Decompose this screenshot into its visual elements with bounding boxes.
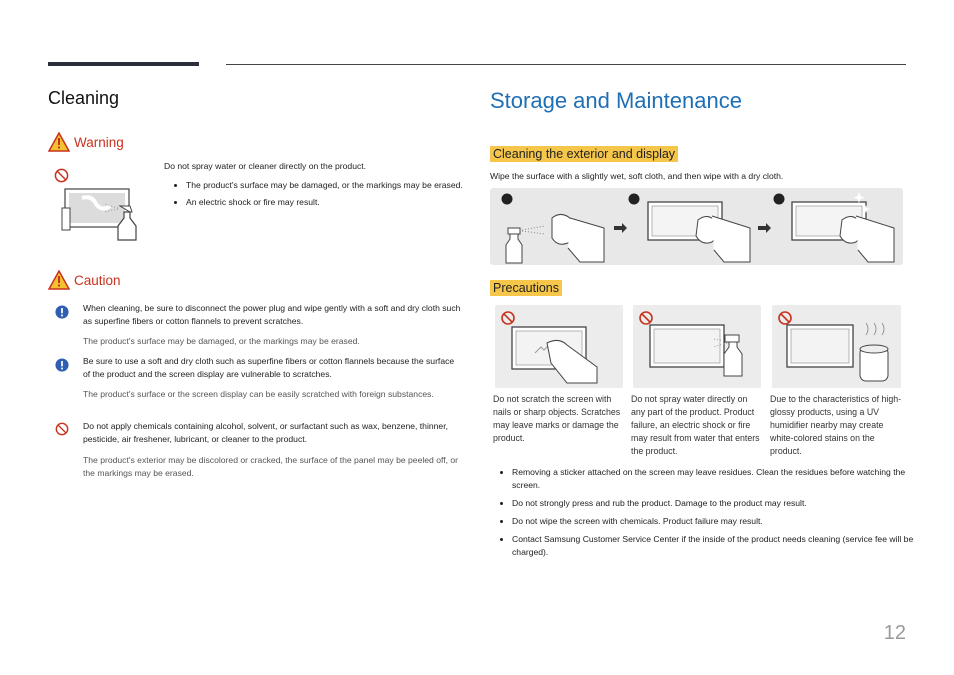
warning-bullets xyxy=(164,179,478,213)
caution-note: The product's surface or the screen display can be easily scratched with foreign substances. xyxy=(83,389,434,399)
list-item: • Do not wipe the screen with chemicals. Product failure may result. xyxy=(512,515,926,528)
precaution-card-text: Due to the characteristics of high-glossy products, using a UV humidifier nearby may create white-colored stains on the product. xyxy=(770,394,902,456)
prohibited-icon xyxy=(54,168,69,183)
humidifier-illustration xyxy=(772,305,901,388)
precautions-heading xyxy=(490,279,562,297)
caution-note: The product's exterior may be discolored or cracked, the surface of the panel may be peeled off, or the markings may be erased. xyxy=(83,455,459,478)
precaution-card-text: Do not spray water directly on any part of the product. Product failure, an electric shock or fire may result from water that enters the product. xyxy=(631,394,760,456)
warning-label: Warning xyxy=(74,134,124,150)
section-title: Cleaning xyxy=(48,88,120,108)
caution-main: Be sure to use a soft and dry cloth such as superfine fibers or cotton flannels because the surface of the product and the screen display are vulnerable to scratches. xyxy=(83,356,455,379)
list-item: • An electric shock or fire may result. xyxy=(186,196,478,209)
exclamation-icon xyxy=(55,358,69,372)
spray-screen-illustration xyxy=(633,305,761,388)
caution-note: The product's surface may be damaged, or the markings may be erased. xyxy=(83,336,360,346)
cleaning-steps-illustration xyxy=(490,188,903,265)
list-item: • Do not strongly press and rub the product. Damage to the product may result. xyxy=(512,497,926,510)
warning-heading xyxy=(48,132,124,152)
caution-main: Do not apply chemicals containing alcohol, solvent, or surfactant such as wax, benzene, thinner, pesticide, air freshener, lubricant, or cleaner to the product. xyxy=(83,421,448,444)
warning-triangle-icon xyxy=(48,270,70,290)
exclamation-icon xyxy=(55,305,69,319)
prohibited-icon xyxy=(55,422,69,436)
warning-triangle-icon xyxy=(48,132,70,152)
header-rule-thin xyxy=(226,64,906,65)
list-item: • Removing a sticker attached on the screen may leave residues. Clean the residues before watching the screen. xyxy=(512,466,926,492)
cleaning-heading-text: Cleaning the exterior and display xyxy=(490,146,678,162)
spray-display-illustration xyxy=(60,186,152,244)
page-number: 12 xyxy=(883,622,906,644)
precaution-bullets xyxy=(490,466,926,563)
caution-main: When cleaning, be sure to disconnect the power plug and wipe gently with a soft and dry cloth such as superfine fibers or cotton flannels to prevent scratches. xyxy=(83,303,461,326)
list-item: • The product's surface may be damaged, or the markings may be erased. xyxy=(186,179,478,192)
cleaning-heading xyxy=(490,145,678,163)
warning-lead: Do not spray water or cleaner directly on the product. xyxy=(164,161,367,171)
cleaning-steps-panel xyxy=(490,188,903,265)
page-title: Storage and Maintenance xyxy=(490,88,742,113)
precaution-card-text: Do not scratch the screen with nails or sharp objects. Scratches may leave marks or damage the product. xyxy=(493,394,621,443)
list-item: • Contact Samsung Customer Service Center if the inside of the product needs cleaning (service fee will be charged). xyxy=(512,533,926,559)
precautions-heading-text: Precautions xyxy=(490,280,562,296)
caution-heading xyxy=(48,270,121,290)
scratch-screen-illustration xyxy=(495,305,623,388)
caution-label: Caution xyxy=(74,272,121,288)
cleaning-intro: Wipe the surface with a slightly wet, soft cloth, and then wipe with a dry cloth. xyxy=(490,171,784,181)
header-rule-thick xyxy=(48,62,199,66)
